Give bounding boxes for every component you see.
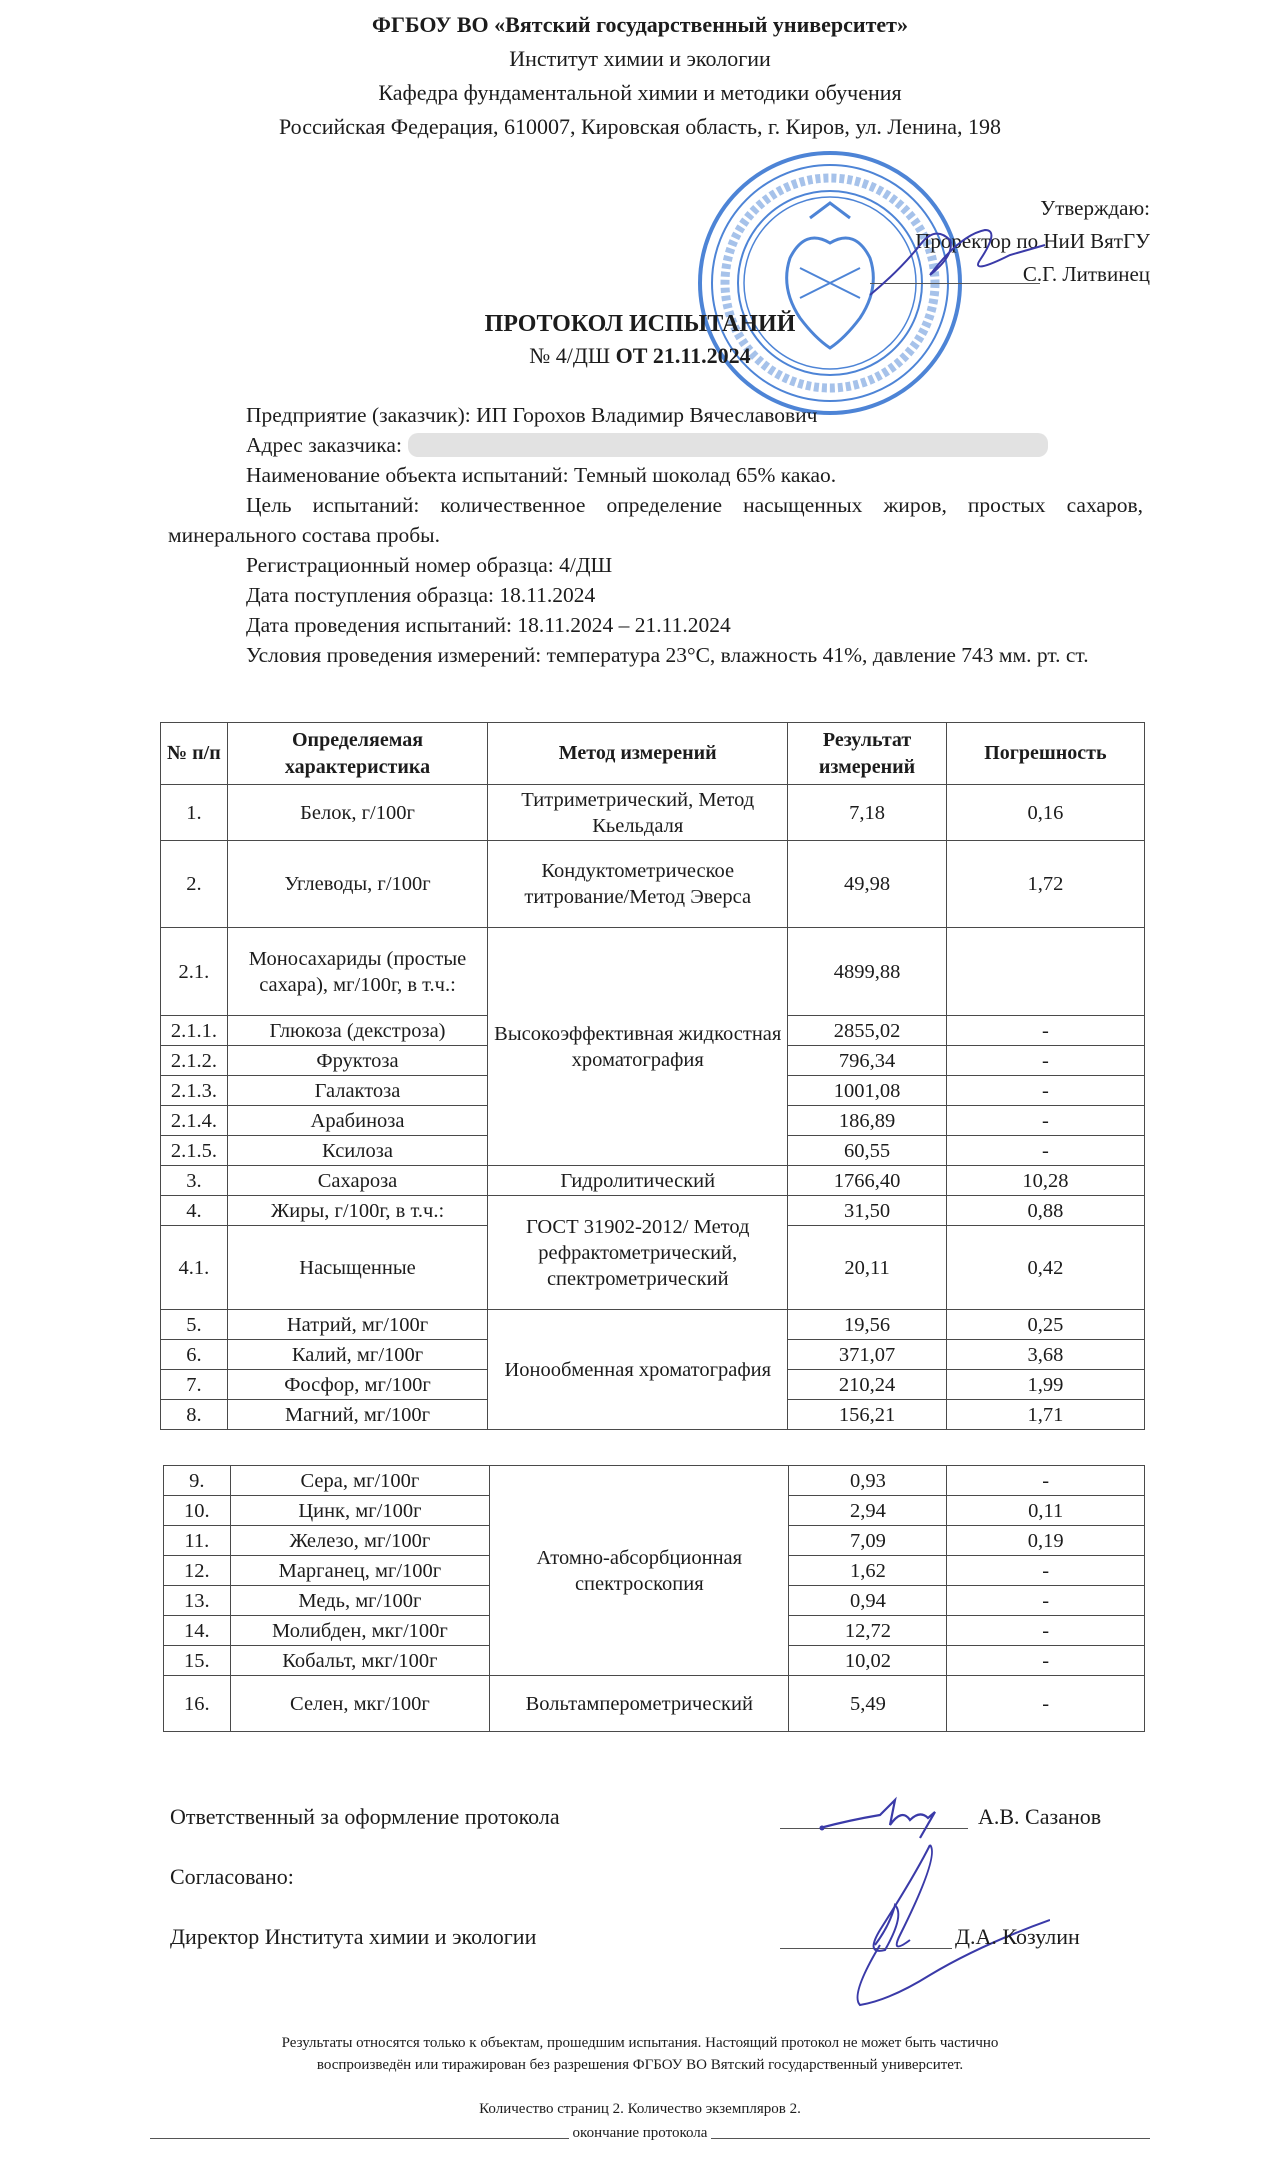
table-row: 15. Кобальт, мкг/100г 10,02 - — [164, 1646, 1145, 1676]
table-row: 4. Жиры, г/100г, в т.ч.: ГОСТ 31902-2012/ Метод рефрактометрический, спектрометрический 31,50 0,88 — [161, 1196, 1145, 1226]
table-row: 6. Калий, мг/100г 371,07 3,68 — [161, 1340, 1145, 1370]
table-row: 5. Натрий, мг/100г Ионообменная хроматография 19,56 0,25 — [161, 1310, 1145, 1340]
approval-signature-icon — [860, 215, 1050, 305]
agreed-label: Согласовано: — [170, 1864, 294, 1889]
results-table — [160, 722, 1145, 1430]
table-row: 7. Фосфор, мг/100г 210,24 1,99 — [161, 1370, 1145, 1400]
col-header-characteristic: Определяемая характеристика — [227, 723, 487, 785]
director-label: Директор Института химии и экологии — [170, 1924, 537, 1949]
customer: Предприятие (заказчик): ИП Горохов Владимир Вячеславович — [246, 403, 818, 427]
table-header-row — [161, 723, 1145, 785]
received-date: Дата поступления образца: 18.11.2024 — [246, 583, 596, 607]
table-row: 2.1.2. Фруктоза 796,34 - — [161, 1046, 1145, 1076]
col-header-error: Погрешность — [946, 723, 1144, 785]
test-object: Наименование объекта испытаний: Темный шоколад 65% какао. — [246, 463, 837, 487]
customer-address: Адрес заказчика: — [168, 430, 1143, 460]
protocol-date: ОТ 21.11.2024 — [615, 343, 751, 368]
org-address: Российская Федерация, 610007, Кировская область, г. Киров, ул. Ленина, 198 — [278, 114, 1002, 139]
test-purpose: Цель испытаний: количественное определение насыщенных жиров, простых сахаров, минерального состава пробы. — [168, 493, 1143, 547]
measurement-conditions: Условия проведения измерений: температура 23°С, влажность 41%, давление 743 мм. рт. ст. — [246, 643, 1089, 667]
method-gost: ГОСТ 31902-2012/ Метод рефрактометрический, спектрометрический — [488, 1196, 788, 1310]
table-row: 9. Сера, мг/100г Атомно-абсорбционная спектроскопия 0,93 - — [164, 1466, 1145, 1496]
method-hplc: Высокоэффективная жидкостная хроматография — [488, 928, 788, 1166]
table-row: 2. Углеводы, г/100г Кондуктометрическое титрование/Метод Эверса 49,98 1,72 — [161, 841, 1145, 928]
approval-label: Утверждаю: — [1040, 196, 1150, 220]
test-dates: Дата проведения испытаний: 18.11.2024 – 21.11.2024 — [246, 613, 731, 637]
table-row: 11. Железо, мг/100г 7,09 0,19 — [164, 1526, 1145, 1556]
table-row: 2.1.4. Арабиноза 186,89 - — [161, 1106, 1145, 1136]
approval-name: С.Г. Литвинец — [1022, 262, 1150, 286]
table-row: 2.1.3. Галактоза 1001,08 - — [161, 1076, 1145, 1106]
responsible-label: Ответственный за оформление протокола — [170, 1804, 560, 1829]
document-number — [0, 340, 1280, 372]
page-count: Количество страниц 2. Количество экземпляров 2. — [479, 2101, 801, 2117]
table-row: 4.1. Насыщенные 20,11 0,42 — [161, 1226, 1145, 1310]
col-header-method: Метод измерений — [488, 723, 788, 785]
institute-name: Институт химии и экологии — [509, 46, 771, 71]
results-table-continued — [163, 1465, 1145, 1732]
disclaimer-line-1: Результаты относятся только к объектам, прошедшим испытания. Настоящий протокол не может быть частично — [281, 2035, 999, 2051]
table-row: 3. Сахароза Гидролитический 1766,40 10,28 — [161, 1166, 1145, 1196]
approval-position: Проректор по НиИ ВятГУ — [915, 229, 1150, 253]
table-row: 1. Белок, г/100г Титриметрический, Метод Кьельдаля 7,18 0,16 — [161, 785, 1145, 841]
department-name: Кафедра фундаментальной химии и методики обучения — [378, 80, 902, 105]
method-aas: Атомно-абсорбционная спектроскопия — [490, 1466, 789, 1676]
redacted-address — [408, 433, 1048, 457]
table-row: 13. Медь, мг/100г 0,94 - — [164, 1586, 1145, 1616]
responsible-name: А.В. Сазанов — [978, 1804, 1102, 1829]
org-name: ФГБОУ ВО «Вятский государственный университет» — [372, 12, 908, 37]
table-row: 8. Магний, мг/100г 156,21 1,71 — [161, 1400, 1145, 1430]
disclaimer-line-2: воспроизведён или тиражирован без разрешения ФГБОУ ВО Вятский государственный университет. — [316, 2057, 964, 2073]
director-name: Д.А. Козулин — [955, 1924, 1080, 1949]
col-header-number: № п/п — [161, 723, 228, 785]
info-block — [168, 400, 1143, 670]
registration-number: Регистрационный номер образца: 4/ДШ — [246, 553, 613, 577]
method-voltammetric: Вольтамперометрический — [490, 1676, 789, 1732]
method-ion-chromatography: Ионообменная хроматография — [488, 1310, 788, 1430]
table-row: 2.1.1. Глюкоза (декстроза) 2855,02 - — [161, 1016, 1145, 1046]
table-row: 2.1. Моносахариды (простые сахара), мг/100г, в т.ч.: Высокоэффективная жидкостная хроматография 4899,88 — [161, 928, 1145, 1016]
end-of-protocol: окончание протокола — [0, 2122, 1280, 2144]
table-row: 14. Молибден, мкг/100г 12,72 - — [164, 1616, 1145, 1646]
col-header-result: Результат измерений — [788, 723, 947, 785]
table-row: 16. Селен, мкг/100г Вольтамперометрический 5,49 - — [164, 1676, 1145, 1732]
document-title: ПРОТОКОЛ ИСПЫТАНИЙ — [484, 311, 796, 337]
table-row: 10. Цинк, мг/100г 2,94 0,11 — [164, 1496, 1145, 1526]
protocol-number: № 4/ДШ — [529, 343, 611, 368]
table-row: 12. Марганец, мг/100г 1,62 - — [164, 1556, 1145, 1586]
table-row: 2.1.5. Ксилоза 60,55 - — [161, 1136, 1145, 1166]
